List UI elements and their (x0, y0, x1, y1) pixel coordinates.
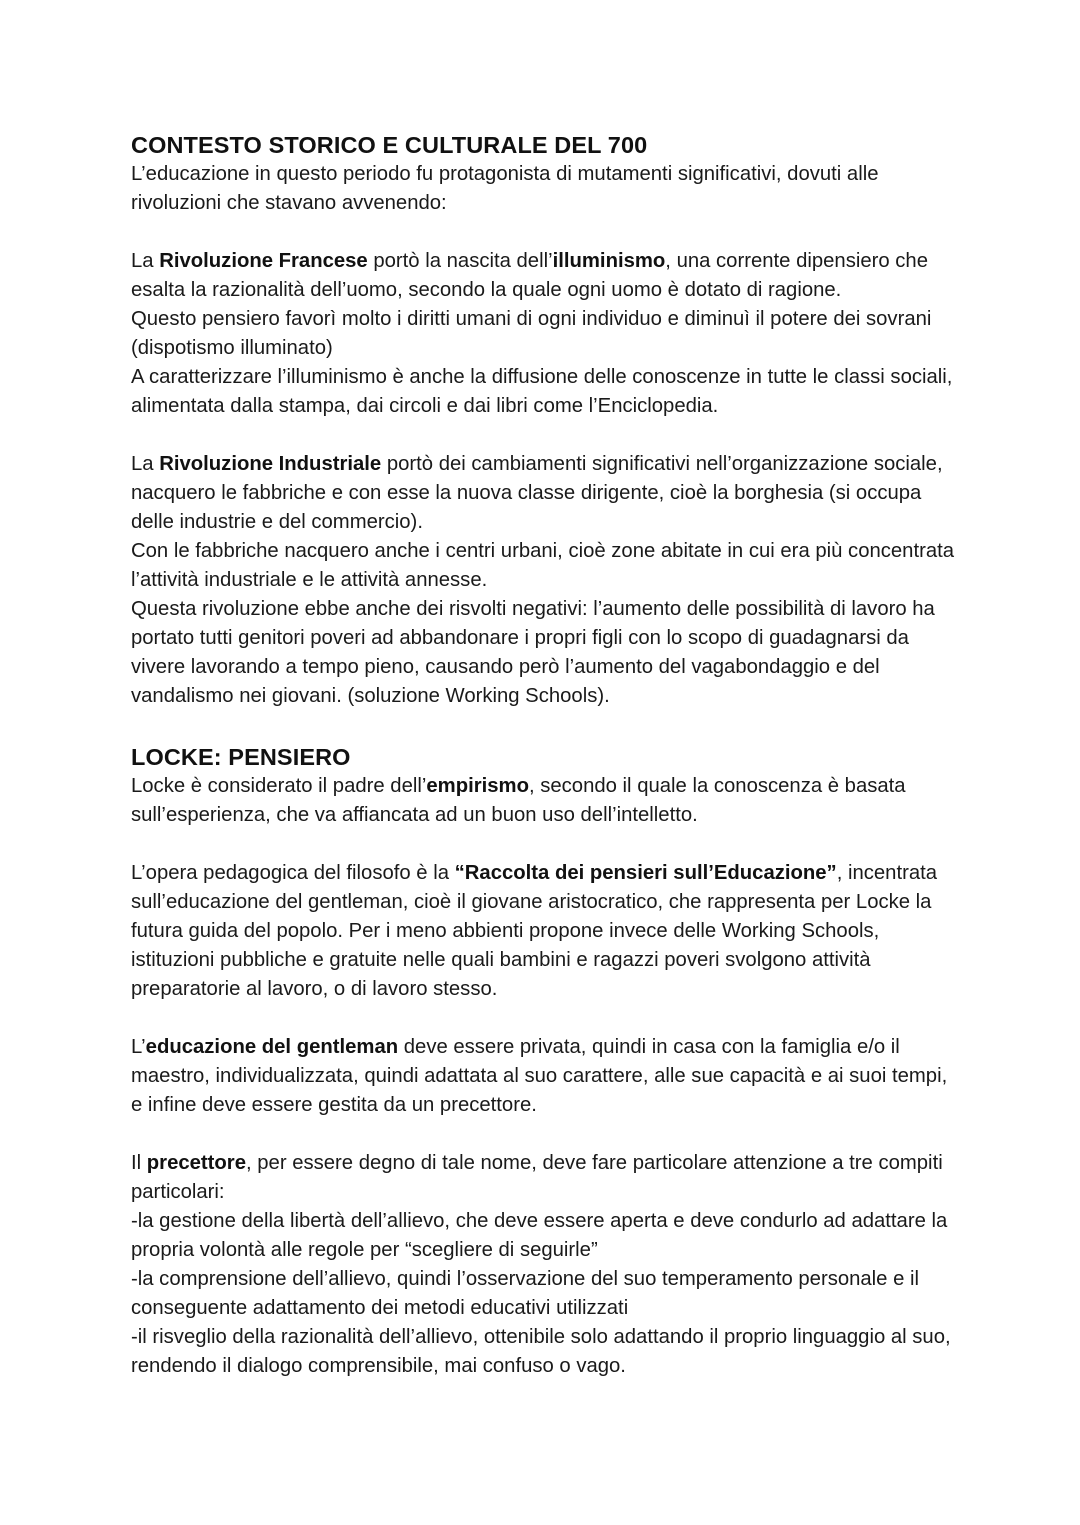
list-item: -la gestione della libertà dell’allievo, che deve essere aperta e deve condurlo ad adattare la propria volontà alle regole per “scegliere di seguirle” (131, 1210, 948, 1261)
paragraph-educazione-gentleman: L’educazione del gentleman deve essere privata, quindi in casa con la famiglia e/o il maestro, individualizzata, quindi adattata al suo carattere, alle sue capacità e ai suoi tempi, e infine deve essere gestita da un precettore. (131, 1036, 948, 1116)
intro-paragraph: L’educazione in questo periodo fu protagonista di mutamenti significativi, dovuti alle rivoluzioni che stavano avvenendo: (131, 163, 879, 214)
paragraph-empirismo: Locke è considerato il padre dell’empirismo, secondo il quale la conoscenza è basata sull’esperienza, che va affiancata ad un buon uso dell’intelletto. (131, 775, 906, 826)
paragraph-diffusione-conoscenze: A caratterizzare l’illuminismo è anche la diffusione delle conoscenze in tutte le classi sociali, alimentata dalla stampa, dai circoli e dai libri come l’Enciclopedia. (131, 366, 953, 417)
section-title-locke: LOCKE: PENSIERO (131, 744, 351, 770)
list-item: -il risveglio della razionalità dell’allievo, ottenibile solo adattando il proprio linguaggio al suo, rendendo il dialogo comprensibile, mai confuso o vago. (131, 1326, 951, 1377)
paragraph-centri-urbani: Con le fabbriche nacquero anche i centri urbani, cioè zone abitate in cui era più concentrata l’attività industriale e le attività annesse. (131, 540, 955, 591)
document-page (131, 130, 961, 1381)
list-item: -la comprensione dell’allievo, quindi l’osservazione del suo temperamento personale e il conseguente adattamento dei metodi educativi utilizzati (131, 1268, 920, 1319)
paragraph-rivoluzione-industriale: La Rivoluzione Industriale portò dei cambiamenti significativi nell’organizzazione sociale, nacquero le fabbriche e con esse la nuova classe dirigente, cioè la borghesia (si occupa delle industrie e del commercio). (131, 453, 943, 533)
paragraph-risvolti-negativi: Questa rivoluzione ebbe anche dei risvolti negativi: l’aumento delle possibilità di lavoro ha portato tutti genitori poveri ad abbandonare i propri figli con lo scopo di guadagnarsi da vivere lavorando a tempo pieno, causando però l’aumento del vagabondaggio e del vandalismo nei giovani. (soluzione Working Schools). (131, 598, 935, 707)
paragraph-precettore: Il precettore, per essere degno di tale nome, deve fare particolare attenzione a tre compiti particolari: (131, 1152, 943, 1203)
section-title-contesto: CONTESTO STORICO E CULTURALE DEL 700 (131, 132, 648, 158)
paragraph-diritti-umani: Questo pensiero favorì molto i diritti umani di ogni individuo e diminuì il potere dei sovrani (dispotismo illuminato) (131, 308, 932, 359)
paragraph-opera-pedagogica: L’opera pedagogica del filosofo è la “Raccolta dei pensieri sull’Educazione”, incentrata sull’educazione del gentleman, cioè il giovane aristocratico, che rappresenta per Locke la futura guida del popolo. Per i meno abbienti propone invece delle Working Schools, istituzioni pubbliche e gratuite nelle quali bambini e ragazzi poveri svolgono attività preparatorie al lavoro, o di lavoro stesso. (131, 862, 938, 1000)
paragraph-rivoluzione-francese: La Rivoluzione Francese portò la nascita dell’illuminismo, una corrente dipensiero che esalta la razionalità dell’uomo, secondo la quale ogni uomo è dotato di ragione. (131, 250, 928, 301)
